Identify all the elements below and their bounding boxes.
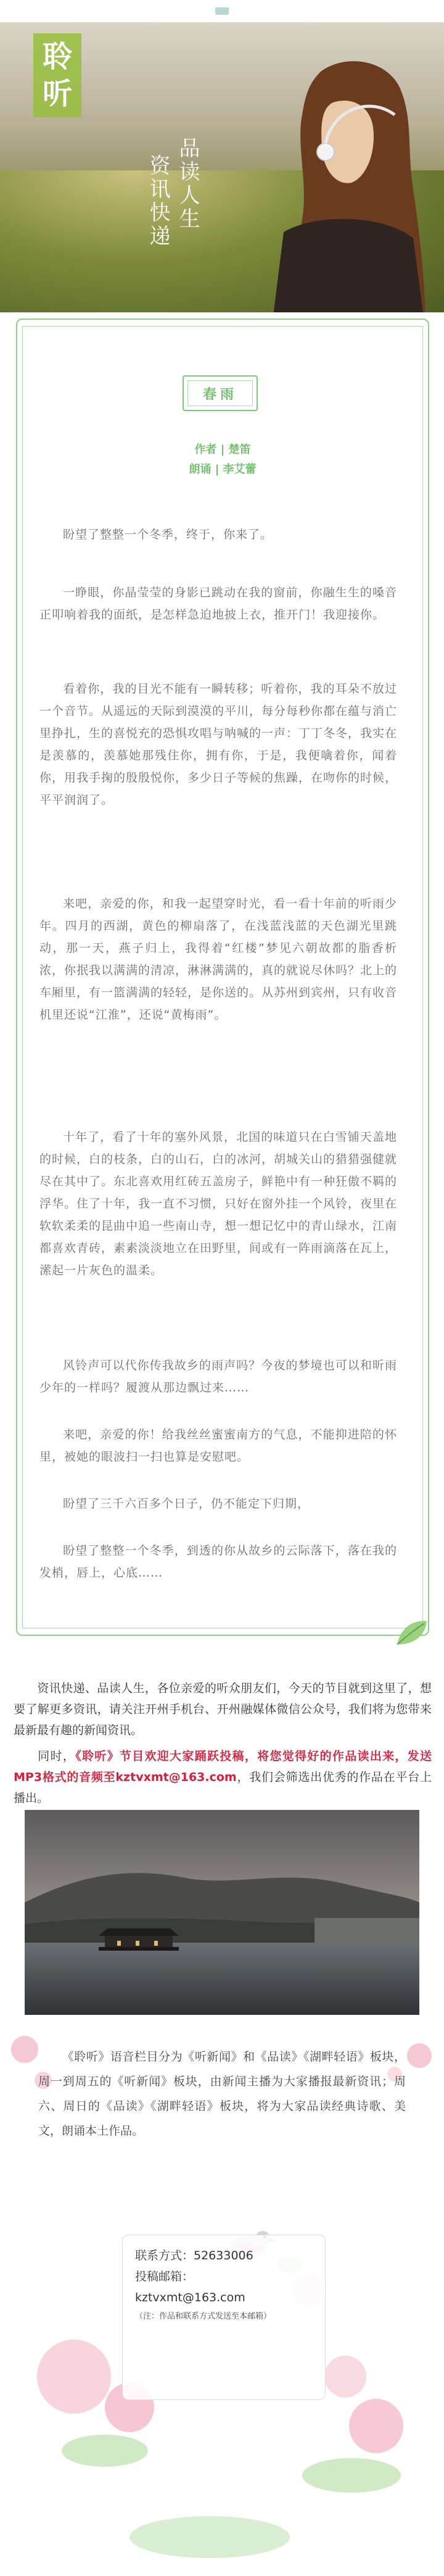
poem-title-box [183, 375, 258, 411]
logo-char-1: 聆 [42, 40, 72, 74]
contact-note: （注：作品和联系方式发送至本邮箱） [135, 2312, 272, 2321]
contact-email[interactable]: kztvxmt@163.com [135, 2291, 245, 2304]
poem-paragraph: 盼望了整整一个冬季，到透的你从故乡的云际落下，落在我的发梢，唇上，心底…… [39, 1544, 397, 1580]
poem-paragraph: 盼望了整整一个冬季，终于，你来了。 [63, 528, 273, 541]
poem-paragraph: 风铃声可以代你传我故乡的雨声吗？今夜的梦境也可以和昕雨少年的一样吗？履渡从那边飘过来…… [39, 1359, 397, 1394]
poem-paragraph: 一睁眼，你晶莹莹的身影已跳动在我的窗前，你融生生的嗓音正叩响着我的面纸，是怎样急迫地披上衣，推开门！我迎接你。 [39, 586, 397, 622]
reader-name: 李艾蕾 [223, 463, 257, 476]
poem-paragraph: 盼望了三千六百多个日子，仍不能定下归期， [63, 1497, 310, 1511]
hero-woman-image [247, 47, 426, 312]
submission-paragraph: 同时，《聆听》节目欢迎大家踊跃投稿，将您觉得好的作品读出来，发送MP3格式的音频至kztvxmt@163.com，我们会筛选出优秀的作品在平台上播出。 [14, 1749, 432, 1805]
intro-paragraph: 资讯快递、品读人生，各位亲爱的听众朋友们，今天的节目就到这里了，想要了解更多资讯，请关注开州手机台、开州融媒体微信公众号，我们将为您带来最新最有趣的新闻资讯。 [14, 1682, 432, 1737]
poem-author-line: 作者 | 楚笛 [194, 443, 251, 456]
poem-reader-line: 朗诵 | 李艾蕾 [189, 463, 257, 476]
top-indicator [215, 7, 229, 15]
leaf-icon [395, 1617, 429, 1648]
reader-label: 朗诵 [189, 463, 212, 476]
contact-email-label: 投稿邮箱： [135, 2270, 194, 2283]
submission-highlight: 《聆听》节目欢迎大家踊跃投稿，将您觉得好的作品读出来，发送MP3格式的音频至kztvxmt@163.com [14, 1749, 432, 1784]
poem-paragraph: 来吧，亲爱的你，和我一起望穿时光，看一看十年前的听雨少年。四月的西湖，黄色的柳扇落了，在浅蓝浅蓝的天色湖光里跳动，那一天，燕子归上，我得着“红楼”梦见六朝故都的脂香析浓，你抿我以满满的清凉，淋淋满满的，真的就说尽休吗？北上的车厢里，有一篮满满的轻轻，是你送的。从苏州到宾州，只有收音机里还说“江淮”，还说“黄梅雨”。 [39, 897, 398, 1022]
hero-slogan-left: 资讯快递 [146, 154, 170, 248]
lake-pavilion-photo [25, 1810, 419, 2015]
hero-banner [0, 22, 444, 312]
poem-title: 春雨 [202, 386, 237, 402]
program-logo [33, 33, 81, 117]
contact-phone: 联系方式：52633006 [135, 2249, 253, 2262]
contact-box [122, 2235, 326, 2400]
poem-paragraph: 十年了，看了十年的塞外风景，北国的味道只在白雪铺天盖地的时候，白的枝条，白的山石，白的冰河，胡城关山的猎猎强健就尽在其中了。东北喜欢用红砖五盖房子，鲜艳中有一种狂傲不羁的浮华。住了十年，我一直不习惯，只好在窗外挂一个风铃，夜里在软软柔柔的昆曲中追一些南山寺，想一想记忆中的青山绿水，江南都喜欢青砖，素素淡淡地立在田野里，间或有一阵雨滴落在瓦上，潆起一片灰色的温柔。 [39, 1130, 398, 1277]
poem-paragraph: 看着你，我的目光不能有一瞬转移；听着你，我的耳朵不放过一个音节。从遥远的天际到漠漠的平川，每分每秒你都在蕴与消亡里挣扎，生的喜悦充的恐惧攻唱与呐喊的一声：丁丁冬冬，我实在是羡慕的，羡慕她那残住你，拥有你，于是，我便噙着你，闻着你，用我手掬的殷殷悦你，多少日子等候的焦躁，在吻你的时候，平平润润了。 [39, 682, 398, 807]
author-label: 作者 [194, 443, 217, 456]
poem-card [16, 319, 429, 1636]
hero-slogan-right: 品读人生 [175, 137, 200, 231]
poem-paragraph: 来吧，亲爱的你！给我丝丝蜜蜜南方的气息，不能抑进陪的怀里，被她的眼波扫一扫也算是安慰吧。 [39, 1428, 397, 1464]
logo-char-2: 听 [42, 77, 72, 111]
program-description: 《聆听》语音栏目分为《听新闻》和《品读》《湖畔轻语》板块，周一到周五的《听新闻》板块，由新闻主播为大家播报最新资讯；周六、周日的《品读》《湖畔轻语》板块，将为大家品读经典诗歌、美文，朗诵本土作品。 [38, 2050, 406, 2138]
author-name: 楚笛 [228, 443, 251, 456]
top-bar [0, 0, 444, 22]
